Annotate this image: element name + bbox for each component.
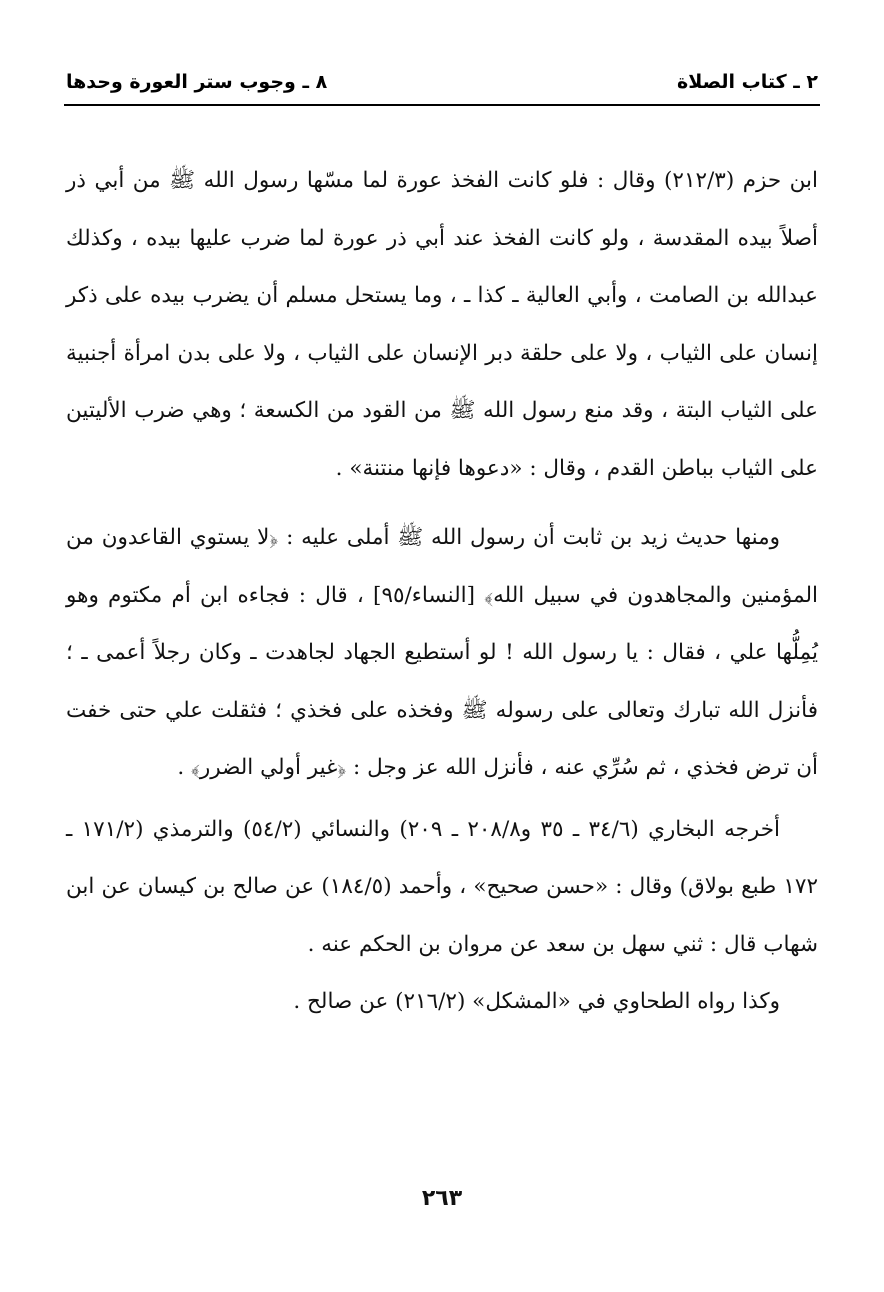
paragraph-3: أخرجه البخاري (٣٤/٦ ـ ٣٥ و٢٠٨/٨ ـ ٢٠٩) والنسائي (٥٤/٢) والترمذي (١٧١/٢ ـ ١٧٢ طبع بولاق) وقال : «حسن صحيح» ، وأحمد (١٨٤/٥) عن صالح بن كيسان عن ابن شهاب قال : ثني سهل بن سعد عن مروان بن الحكم عنه . xyxy=(66,816,819,957)
running-header xyxy=(66,62,818,102)
chapter-title: ٢ ـ كتاب الصلاة xyxy=(677,71,818,93)
paragraph-1: ابن حزم (٢١٢/٣) وقال : فلو كانت الفخذ عورة لما مسّها رسول الله ﷺ من أبي ذر أصلاً بيده المقدسة ، ولو كانت الفخذ عند أبي ذر عورة لما ضرب عليها بيده ، وكذلك عبدالله بن الصامت ، وأبي العالية ـ كذا ـ ، وما يستحل مسلم أن يضرب بيده على ذكر إنسان على الثياب ، ولا على حلقة دبر الإنسان على الثياب ، ولا على بدن امرأة أجنبية على الثياب البتة ، وقد منع رسول الله ﷺ من القود من الكسعة ؛ وهي ضرب الأليتين على الثياب بباطن القدم ، وقال : «دعوها فإنها منتنة» . xyxy=(66,168,818,481)
paragraph-2: ومنها حديث زيد بن ثابت أن رسول الله ﷺ أملى عليه : ﴿لا يستوي القاعدون من المؤمنين والمجاهدون في سبيل الله﴾ [النساء/٩٥] ، قال : فجاءه ابن أم مكتوم وهو يُمِلُّها علي ، فقال : يا رسول الله ! لو أستطيع الجهاد لجاهدت ـ وكان رجلاً أعمى ـ ؛ فأنزل الله تبارك وتعالى على رسوله ﷺ وفخذه على فخذي ؛ فثقلت علي حتى خفت أن ترض فخذي ، ثم سُرِّي عنه ، فأنزل الله عز وجل : ﴿غير أولي الضرر﴾ . xyxy=(66,525,818,780)
section-title: ٨ ـ وجوب ستر العورة وحدها xyxy=(66,71,328,93)
main-text xyxy=(66,152,818,1031)
header-rule xyxy=(64,104,820,106)
page-number: ٢٦٣ xyxy=(421,1186,463,1211)
paragraph-4: وكذا رواه الطحاوي في «المشكل» (٢١٦/٢) عن صالح . xyxy=(293,989,780,1014)
paragraph-spacer xyxy=(66,497,818,509)
